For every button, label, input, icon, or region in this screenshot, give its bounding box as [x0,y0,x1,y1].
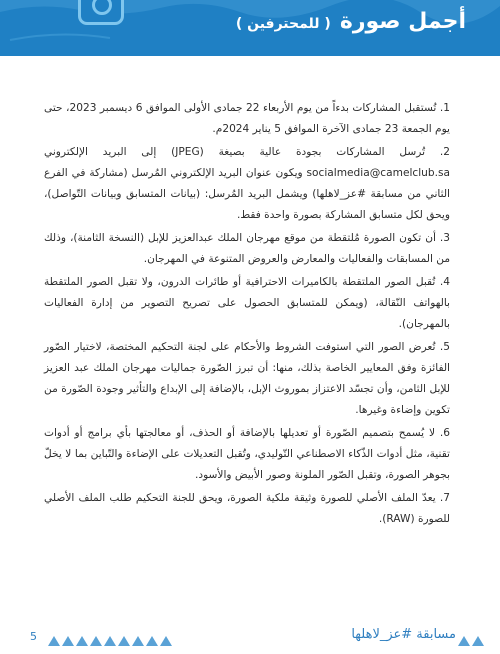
rule-item-3: 3. أن تكون الصورة مُلتقطة من موقع مهرجان الملك عبدالعزيز للإبل (النسخة الثامنة)، وذلك من المسابقات والفعاليات والمعارض والعروض المتنوعة في المهرجان. [44,232,450,265]
title-main: أجمل صورة [339,9,466,34]
title-sub: ( للمحترفين ) [235,16,331,32]
camera-icon [78,0,124,25]
rule-item-1: 1. تُستقبل المشاركات بدءاً من يوم الأربعاء 22 جمادى الأولى الموافق 6 ديسمبر 2023، حتى يوم الجمعة 23 جمادى الآخرة الموافق 5 يناير 2024م. [44,102,450,135]
footer [0,624,500,654]
rule-item-5: 5. تُعرض الصور التي استوفت الشروط والأحكام على لجنة التحكيم المختصة، لاختيار الصّور الفائزة وفق المعايير الخاصة بذلك، منها: أن تبرز الصّورة جماليات مهرجان الملك عبد العزيز للإبل الثامن، وأن تجسّد الاعتزاز بموروث الإبل، بالإضافة إلى الإبداع والتأثير وجودة الصّورة من تكوين وإضاءة وغيرها. [44,341,450,416]
header-banner [0,0,500,56]
page-title [236,9,466,34]
page-number: 5 [30,630,37,643]
footer-triangle-pattern-end [458,634,492,646]
rule-item-7: 7. يعدّ الملف الأصلي للصورة وثيقة ملكية الصورة، ويحق للجنة التحكيم طلب الملف الأصلي للصورة (RAW). [44,492,450,525]
footer-brand-text: مسابقة #عز_لاهلها [351,627,456,642]
rules-list [44,98,450,532]
rule-item-4: 4. تُقبل الصور الملتقطة بالكاميرات الاحترافية أو طائرات الدرون، ولا تقبل الصور الملتقطة بالهواتف النّقالة، (ويمكن للمتسابق الحصول على تصريح التصوير من إدارة الفعاليات بالمهرجان). [44,276,450,330]
footer-triangle-pattern-left [48,634,182,646]
rule-item-6: 6. لا يُسمح بتصميم الصّورة أو تعديلها بالإضافة أو الحذف، أو معالجتها بأي برامج أو أدوات تقنية، مثل أدوات الذّكاء الاصطناعي التّوليدي، وتُقبل التعديلات على الإضاءة والتّباين بما لا يخلّ بجوهر الصورة، وتقبل الصّور الملونة وصور الأبيض والأسود. [44,427,450,481]
rule-item-2: 2. تُرسل المشاركات بجودة عالية بصيغة (JPEG) إلى البريد الإلكتروني socialmedia@camelclub.sa ويكون عنوان البريد الإلكتروني المُرسل (مشاركة في الفرع الثاني من مسابقة #عز_لاهلها) ويشمل البريد المُرسل: (بيانات المتسابق وبيانات التّواصل)، ويحق لكل متسابق المشاركة بصورة واحدة فقط. [44,146,450,221]
